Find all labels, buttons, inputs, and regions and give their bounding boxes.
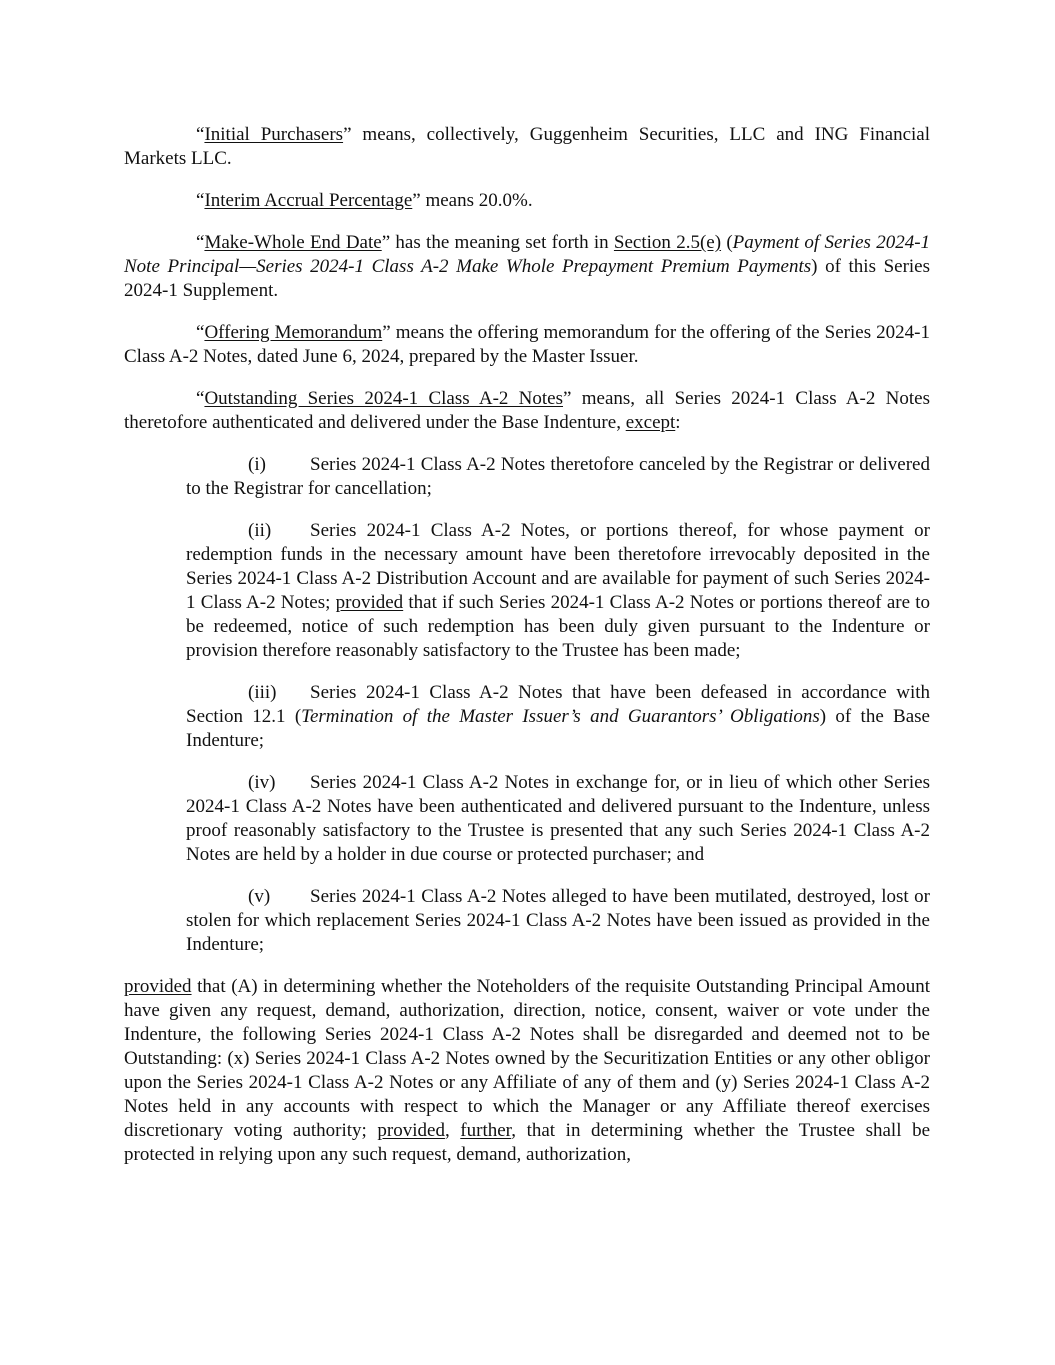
item-number: (iii): [248, 682, 277, 703]
item-number: (v): [248, 886, 271, 907]
def-initial-purchasers: “Initial Purchasers” means, collectively, Guggenheim Securities, LLC and ING Financial Markets LLC.: [124, 124, 930, 169]
list-item-iii: (iii) Series 2024-1 Class A-2 Notes that have been defeased in accordance with Section 12.1 (Termination of the Master Issuer’s and Guarantors’ Obligations) of the Base Indenture;: [186, 682, 930, 751]
defined-term: Interim Accrual Percentage: [204, 190, 413, 211]
section-reference: Section 2.5(e): [613, 232, 722, 253]
item-number: (ii): [248, 520, 272, 541]
further-keyword: further: [460, 1120, 512, 1141]
except-keyword: except: [625, 412, 676, 433]
list-item-ii: (ii) Series 2024-1 Class A-2 Notes, or portions thereof, for whose payment or redemption funds in the necessary amount have been theretofore irrevocably deposited in the Series 2024-1 Class A-2 Distribution Account and are available for payment of such Series 2024-1 Class A-2 Notes; provided that if such Series 2024-1 Class A-2 Notes or portions thereof are to be redeemed, notice of such redemption has been duly given pursuant to the Indenture or provision therefore reasonably satisfactory to the Trustee has been made;: [186, 520, 931, 661]
section-caption: Payment of Series 2024-1 Note Principal—Series 2024-1 Class A-2 Make Whole Prepayment Premium Payments: [124, 232, 931, 277]
defined-term: Outstanding Series 2024-1 Class A-2 Notes: [204, 388, 564, 409]
list-item-i: (i) Series 2024-1 Class A-2 Notes theretofore canceled by the Registrar or delivered to the Registrar for cancellation;: [186, 454, 930, 499]
defined-term: Make-Whole End Date: [204, 232, 382, 253]
provided-keyword: provided: [377, 1120, 445, 1141]
proviso-paragraph: provided that (A) in determining whether the Noteholders of the requisite Outstanding Principal Amount have given any request, demand, authorization, direction, notice, consent, waiver or vote under the Indenture, the following Series 2024-1 Class A-2 Notes shall be disregarded and deemed not to be Outstanding: (x) Series 2024-1 Class A-2 Notes owned by the Securitization Entities or any other obligor upon the Series 2024-1 Class A-2 Notes or any Affiliate of any of them and (y) Series 2024-1 Class A-2 Notes held in any accounts with respect to which the Manager or any Affiliate thereof exercises discretionary voting authority; provided, further, that in determining whether the Trustee shall be protected in relying upon any such request, demand, authorization,: [124, 976, 930, 1165]
def-make-whole-end-date: “Make-Whole End Date” has the meaning set forth in Section 2.5(e) (Payment of Series 2024-1 Note Principal—Series 2024-1 Class A-2 Make Whole Prepayment Premium Payments) of this Series 2024-1 Supplement.: [124, 232, 931, 301]
def-offering-memorandum: “Offering Memorandum” means the offering memorandum for the offering of the Series 2024-1 Class A-2 Notes, dated June 6, 2024, prepared by the Master Issuer.: [124, 322, 930, 367]
item-number: (i): [248, 454, 266, 475]
section-caption: Termination of the Master Issuer’s and Guarantors’ Obligations: [301, 706, 820, 727]
defined-term: Initial Purchasers: [204, 124, 344, 145]
def-interim-accrual-percentage: “Interim Accrual Percentage” means 20.0%.: [196, 190, 533, 211]
list-item-v: (v) Series 2024-1 Class A-2 Notes alleged to have been mutilated, destroyed, lost or stolen for which replacement Series 2024-1 Class A-2 Notes have been issued as provided in the Indenture;: [186, 886, 930, 955]
provided-keyword: provided: [335, 592, 404, 613]
document-page: [124, 123, 930, 1167]
item-number: (iv): [248, 772, 276, 793]
def-outstanding-notes: “Outstanding Series 2024-1 Class A-2 Notes” means, all Series 2024-1 Class A-2 Notes theretofore authenticated and delivered under the Base Indenture, except:: [124, 388, 930, 433]
list-item-iv: (iv) Series 2024-1 Class A-2 Notes in exchange for, or in lieu of which other Series 2024-1 Class A-2 Notes have been authenticated and delivered pursuant to the Indenture, unless proof reasonably satisfactory to the Trustee is presented that any such Series 2024-1 Class A-2 Notes are held by a holder in due course or protected purchaser; and: [186, 772, 930, 865]
defined-term: Offering Memorandum: [204, 322, 383, 343]
provided-keyword: provided: [124, 976, 192, 997]
